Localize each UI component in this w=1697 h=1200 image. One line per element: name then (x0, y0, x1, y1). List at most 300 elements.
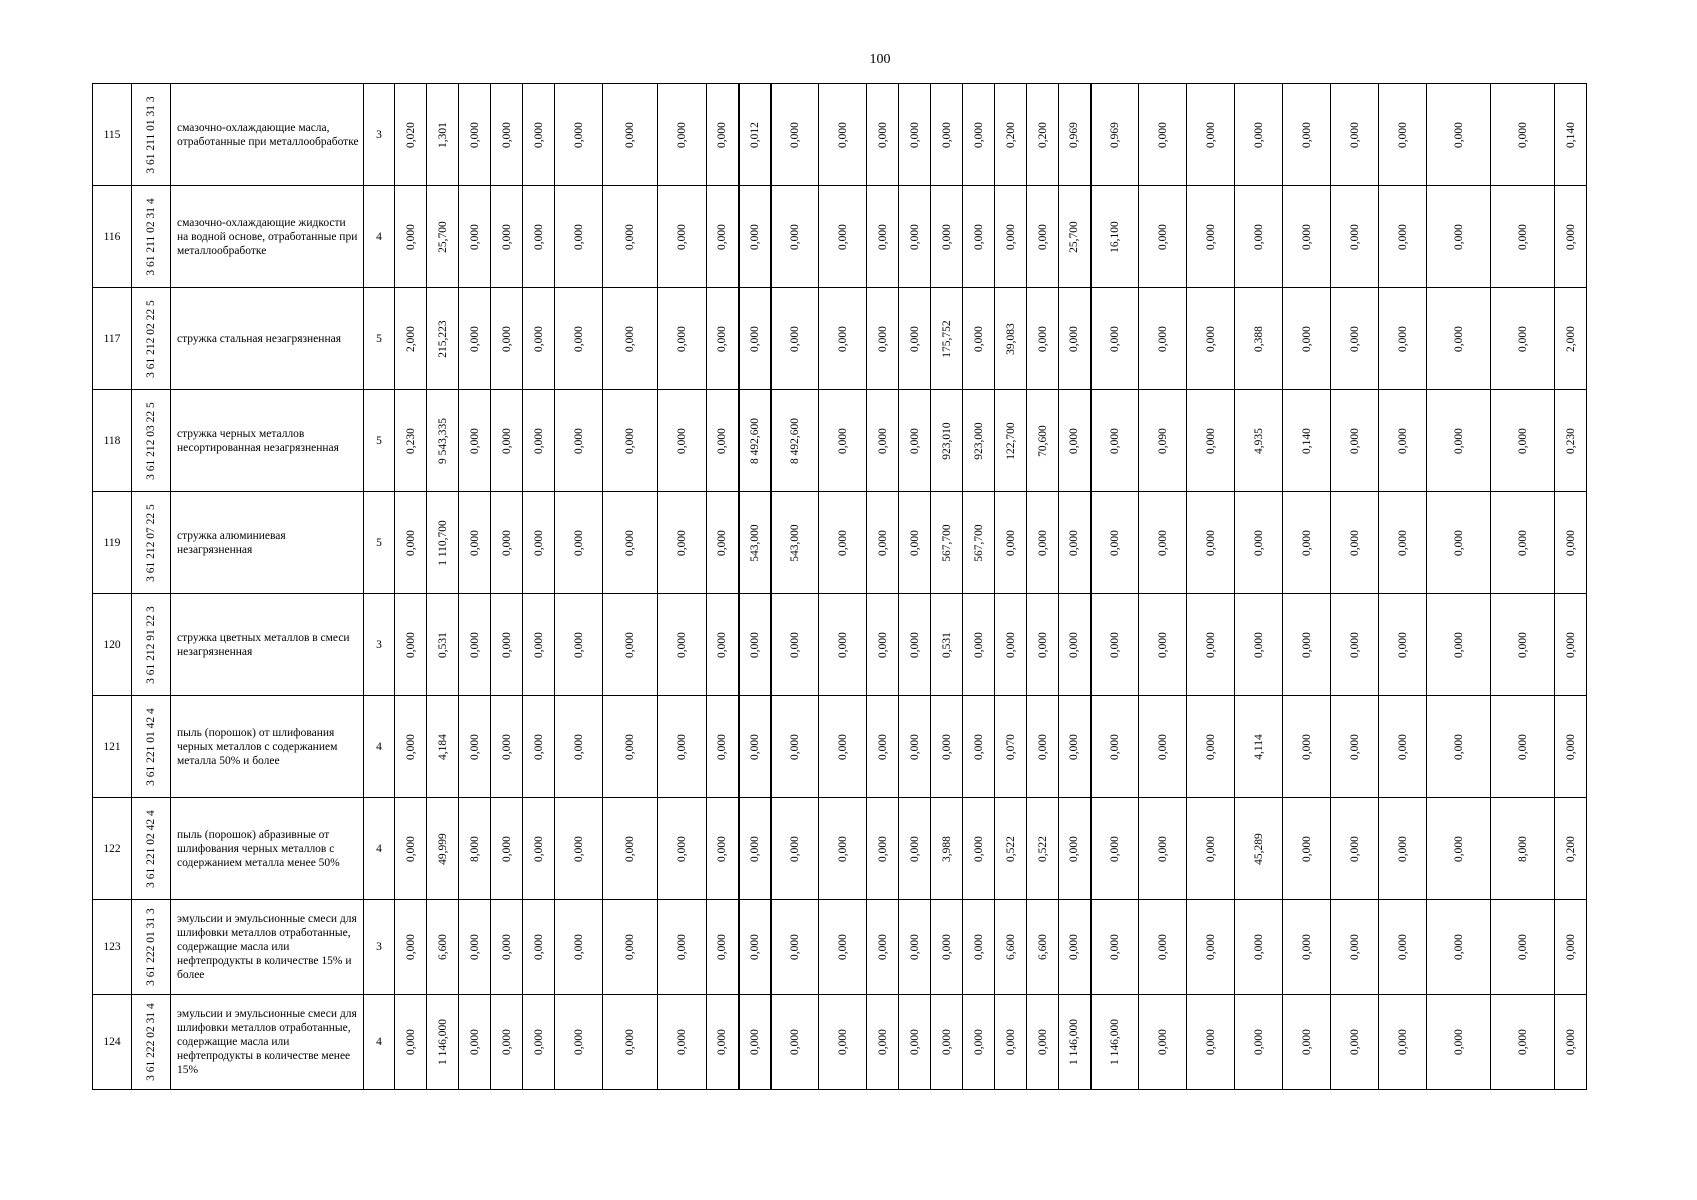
value-cell (771, 390, 819, 492)
value-text: 0,000 (1516, 121, 1529, 148)
value-text: 0,000 (972, 835, 985, 862)
waste-name: эмульсии и эмульсионные смеси для шлифовки металлов отработанные, содержащие масла или нефтепродукты в количестве менее 15% (171, 995, 364, 1090)
value-text: 0,000 (676, 934, 688, 960)
waste-code-cell (132, 900, 171, 995)
waste-name: смазочно-охлаждающие масла, отработанные при металлообработке (171, 84, 364, 186)
value-text: 16,100 (1108, 220, 1121, 253)
value-text: 0,090 (1156, 427, 1169, 454)
value-text: 0,000 (676, 835, 688, 862)
value-text: 0,522 (1036, 835, 1049, 862)
value-text: 0,000 (1252, 121, 1265, 148)
waste-code-cell (132, 390, 171, 492)
row-number: 122 (93, 798, 132, 900)
value-cell (603, 594, 658, 696)
value-text: 0,000 (908, 223, 921, 250)
value-text: 0,000 (624, 529, 636, 556)
value-text: 0,000 (1300, 325, 1313, 352)
value-text: 0,000 (972, 325, 985, 352)
hazard-class: 5 (364, 390, 395, 492)
value-text: 0,000 (572, 427, 585, 454)
value-text: 0,000 (1348, 325, 1361, 352)
value-text: 0,000 (908, 325, 921, 352)
value-cell (771, 995, 819, 1090)
value-cell (459, 390, 491, 492)
value-cell (867, 995, 899, 1090)
value-text: 0,000 (500, 1029, 513, 1055)
value-text: 0,000 (1564, 1029, 1577, 1055)
value-text: 0,000 (836, 1029, 849, 1055)
value-cell (1187, 696, 1235, 798)
value-text: 923,000 (972, 421, 985, 460)
value-text: 0,000 (1396, 1029, 1409, 1055)
value-cell (1379, 995, 1427, 1090)
value-text: 0,000 (1348, 1029, 1361, 1055)
waste-code: 3 61 212 07 22 5 (145, 503, 157, 582)
value-text: 0,000 (1252, 631, 1265, 658)
value-cell (658, 900, 707, 995)
value-text: 0,000 (1452, 1029, 1465, 1055)
hazard-class: 4 (364, 696, 395, 798)
value-text: 0,000 (1068, 835, 1081, 862)
value-cell (459, 492, 491, 594)
value-text: 0,000 (468, 223, 481, 250)
waste-code-cell (132, 186, 171, 288)
value-cell (459, 798, 491, 900)
value-text: 0,000 (1036, 529, 1049, 556)
value-cell (427, 798, 459, 900)
table-row (93, 288, 1587, 390)
value-text: 567,700 (972, 523, 985, 562)
value-text: 0,000 (940, 733, 953, 760)
value-cell (658, 594, 707, 696)
value-cell (1491, 186, 1555, 288)
value-text: 0,000 (1204, 223, 1217, 250)
value-cell (1491, 798, 1555, 900)
value-text: 0,000 (676, 121, 688, 148)
value-text: 0,000 (716, 631, 729, 658)
value-text: 0,000 (836, 835, 849, 862)
value-cell (707, 186, 739, 288)
value-text: 0,000 (532, 529, 545, 556)
value-text: 0,000 (1516, 733, 1529, 760)
value-text: 0,000 (1036, 325, 1049, 352)
value-text: 0,000 (1396, 121, 1409, 148)
value-cell (491, 995, 523, 1090)
value-text: 0,000 (1516, 631, 1529, 658)
value-text: 0,000 (1204, 1029, 1217, 1055)
value-text: 0,000 (1300, 835, 1313, 862)
value-text: 0,000 (1204, 733, 1217, 760)
value-cell (491, 696, 523, 798)
value-text: 0,000 (1068, 934, 1081, 960)
value-cell (427, 492, 459, 594)
value-text: 0,531 (940, 631, 953, 658)
value-text: 0,000 (404, 835, 417, 862)
value-text: 0,000 (1452, 223, 1465, 250)
value-cell (739, 492, 771, 594)
value-text: 39,083 (1004, 322, 1017, 355)
value-text: 45,289 (1252, 832, 1265, 865)
value-text: 0,000 (876, 223, 889, 250)
hazard-class: 3 (364, 84, 395, 186)
value-text: 0,531 (436, 631, 449, 658)
value-cell (1283, 995, 1331, 1090)
waste-code-cell (132, 798, 171, 900)
value-cell (931, 492, 963, 594)
value-text: 0,000 (1396, 631, 1409, 658)
value-cell (1091, 288, 1139, 390)
hazard-class: 4 (364, 186, 395, 288)
value-cell (1427, 594, 1491, 696)
value-cell (1331, 492, 1379, 594)
value-cell (931, 288, 963, 390)
value-cell (1427, 995, 1491, 1090)
value-text: 0,000 (788, 325, 801, 352)
value-cell (1187, 798, 1235, 900)
value-cell (1027, 492, 1059, 594)
value-text: 0,000 (788, 835, 801, 862)
value-cell (995, 84, 1027, 186)
value-cell (603, 900, 658, 995)
value-cell (1187, 84, 1235, 186)
value-cell (1555, 900, 1587, 995)
value-cell (555, 84, 603, 186)
value-cell (771, 798, 819, 900)
value-cell (931, 594, 963, 696)
value-text: 0,000 (1564, 934, 1577, 960)
value-cell (1027, 798, 1059, 900)
value-cell (555, 995, 603, 1090)
value-text: 0,000 (1252, 1029, 1265, 1055)
value-cell (555, 798, 603, 900)
value-cell (1091, 900, 1139, 995)
value-text: 175,752 (940, 319, 953, 358)
value-text: 0,000 (1204, 427, 1217, 454)
value-cell (707, 84, 739, 186)
waste-code: 3 61 222 01 31 3 (145, 908, 157, 986)
value-text: 0,000 (972, 733, 985, 760)
value-cell (1331, 84, 1379, 186)
value-cell (427, 390, 459, 492)
value-text: 0,000 (836, 223, 849, 250)
value-text: 0,000 (1452, 121, 1465, 148)
value-cell (1187, 492, 1235, 594)
value-cell (491, 186, 523, 288)
value-text: 0,000 (1108, 427, 1121, 454)
value-text: 0,000 (624, 427, 636, 454)
value-cell (995, 288, 1027, 390)
value-cell (395, 288, 427, 390)
value-cell (459, 84, 491, 186)
value-cell (899, 84, 931, 186)
value-cell (1235, 995, 1283, 1090)
value-text: 0,000 (788, 1029, 801, 1055)
value-text: 0,000 (468, 121, 481, 148)
value-text: 0,000 (1204, 631, 1217, 658)
value-text: 0,000 (1156, 529, 1169, 556)
value-cell (603, 186, 658, 288)
value-text: 0,000 (716, 835, 729, 862)
value-text: 0,000 (1156, 121, 1169, 148)
value-cell (995, 995, 1027, 1090)
value-text: 0,020 (404, 121, 417, 148)
value-cell (1379, 696, 1427, 798)
value-text: 0,000 (468, 934, 481, 960)
value-text: 0,000 (532, 934, 545, 960)
value-cell (995, 492, 1027, 594)
value-text: 0,000 (1300, 223, 1313, 250)
value-cell (1491, 696, 1555, 798)
value-cell (1491, 995, 1555, 1090)
value-cell (1283, 798, 1331, 900)
value-cell (459, 288, 491, 390)
value-cell (523, 900, 555, 995)
value-text: 0,000 (1036, 631, 1049, 658)
value-cell (523, 288, 555, 390)
value-cell (931, 696, 963, 798)
value-cell (603, 995, 658, 1090)
table-row (93, 84, 1587, 186)
value-cell (427, 288, 459, 390)
value-cell (1027, 390, 1059, 492)
value-cell (1091, 84, 1139, 186)
value-cell (1555, 84, 1587, 186)
value-cell (523, 390, 555, 492)
value-cell (1059, 798, 1091, 900)
value-cell (491, 798, 523, 900)
value-text: 0,000 (1204, 934, 1217, 960)
value-cell (555, 186, 603, 288)
value-text: 0,000 (716, 325, 729, 352)
value-text: 0,000 (676, 631, 688, 658)
value-cell (658, 492, 707, 594)
value-cell (555, 696, 603, 798)
value-text: 0,000 (500, 427, 513, 454)
value-text: 0,000 (1396, 733, 1409, 760)
table-row (93, 390, 1587, 492)
value-text: 0,000 (716, 121, 729, 148)
value-text: 0,000 (972, 631, 985, 658)
hazard-class: 3 (364, 900, 395, 995)
value-cell (1187, 594, 1235, 696)
value-text: 0,230 (1564, 427, 1577, 454)
waste-code: 3 61 211 02 31 4 (145, 197, 157, 276)
value-cell (1331, 995, 1379, 1090)
value-cell (555, 594, 603, 696)
row-number: 120 (93, 594, 132, 696)
value-cell (771, 594, 819, 696)
value-text: 0,522 (1004, 835, 1017, 862)
value-cell (899, 288, 931, 390)
value-text: 0,000 (468, 733, 481, 760)
value-cell (739, 995, 771, 1090)
value-text: 0,969 (1068, 121, 1081, 148)
value-text: 0,000 (1068, 529, 1081, 556)
value-cell (603, 696, 658, 798)
value-text: 0,000 (836, 733, 849, 760)
value-text: 0,200 (1564, 835, 1577, 862)
value-cell (1059, 594, 1091, 696)
value-cell (1027, 186, 1059, 288)
value-text: 0,000 (572, 835, 585, 862)
value-cell (1187, 390, 1235, 492)
value-cell (739, 594, 771, 696)
value-cell (739, 696, 771, 798)
value-cell (1139, 288, 1187, 390)
value-cell (427, 995, 459, 1090)
value-text: 0,000 (1156, 835, 1169, 862)
value-text: 70,600 (1036, 424, 1049, 457)
value-text: 0,000 (836, 121, 849, 148)
value-cell (899, 995, 931, 1090)
value-cell (427, 696, 459, 798)
value-cell (995, 798, 1027, 900)
waste-code: 3 61 222 02 31 4 (145, 1003, 157, 1081)
value-cell (523, 84, 555, 186)
value-text: 0,000 (716, 1029, 729, 1055)
value-cell (1491, 900, 1555, 995)
value-text: 0,000 (908, 835, 921, 862)
value-cell (1187, 288, 1235, 390)
value-text: 0,000 (748, 934, 761, 960)
waste-name: стружка цветных металлов в смеси незагрязненная (171, 594, 364, 696)
value-text: 0,000 (1300, 934, 1313, 960)
value-text: 0,000 (1156, 325, 1169, 352)
value-cell (1331, 798, 1379, 900)
value-text: 0,000 (1108, 835, 1121, 862)
value-cell (867, 390, 899, 492)
value-text: 0,070 (1004, 733, 1017, 760)
table-row (93, 900, 1587, 995)
value-cell (867, 84, 899, 186)
value-cell (1235, 492, 1283, 594)
value-text: 0,000 (836, 631, 849, 658)
value-cell (523, 186, 555, 288)
value-cell (739, 288, 771, 390)
value-text: 0,000 (500, 223, 513, 250)
value-text: 0,140 (1564, 121, 1577, 148)
value-text: 0,000 (676, 223, 688, 250)
value-text: 0,000 (1564, 733, 1577, 760)
value-text: 0,000 (468, 529, 481, 556)
value-text: 0,000 (748, 1029, 761, 1055)
value-cell (707, 288, 739, 390)
value-cell (931, 84, 963, 186)
value-text: 0,000 (1156, 733, 1169, 760)
value-cell (1059, 288, 1091, 390)
value-text: 0,000 (1396, 325, 1409, 352)
value-cell (523, 594, 555, 696)
value-text: 0,000 (1516, 223, 1529, 250)
value-text: 0,000 (404, 223, 417, 250)
value-text: 0,000 (748, 733, 761, 760)
row-number: 116 (93, 186, 132, 288)
value-text: 0,000 (1348, 934, 1361, 960)
value-cell (771, 84, 819, 186)
value-text: 0,000 (1300, 733, 1313, 760)
value-text: 25,700 (436, 220, 449, 253)
value-text: 0,000 (572, 733, 585, 760)
value-cell (658, 696, 707, 798)
table-row (93, 696, 1587, 798)
value-text: 0,000 (908, 733, 921, 760)
value-text: 0,000 (1156, 631, 1169, 658)
value-cell (427, 186, 459, 288)
value-cell (603, 84, 658, 186)
value-cell (963, 594, 995, 696)
value-text: 0,000 (624, 934, 636, 960)
value-text: 0,000 (940, 223, 953, 250)
value-cell (739, 900, 771, 995)
value-cell (931, 186, 963, 288)
value-cell (1379, 594, 1427, 696)
value-text: 0,000 (1036, 1029, 1049, 1055)
value-cell (995, 594, 1027, 696)
waste-name: стружка черных металлов несортированная незагрязненная (171, 390, 364, 492)
value-text: 0,000 (972, 223, 985, 250)
value-cell (1283, 696, 1331, 798)
value-text: 0,000 (876, 835, 889, 862)
row-number: 117 (93, 288, 132, 390)
value-text: 0,000 (1348, 835, 1361, 862)
row-number: 118 (93, 390, 132, 492)
value-text: 0,000 (532, 325, 545, 352)
value-cell (491, 492, 523, 594)
value-text: 0,000 (1564, 529, 1577, 556)
value-cell (1235, 186, 1283, 288)
value-cell (1235, 696, 1283, 798)
value-text: 2,000 (1564, 325, 1577, 352)
value-text: 0,000 (1396, 223, 1409, 250)
value-cell (771, 186, 819, 288)
value-text: 0,000 (676, 427, 688, 454)
row-number: 115 (93, 84, 132, 186)
value-text: 0,000 (1348, 631, 1361, 658)
value-text: 0,000 (1004, 1029, 1017, 1055)
value-cell (707, 696, 739, 798)
value-cell (819, 696, 867, 798)
value-cell (707, 390, 739, 492)
value-text: 0,000 (500, 529, 513, 556)
value-text: 0,000 (1452, 529, 1465, 556)
value-text: 0,000 (532, 835, 545, 862)
value-cell (1491, 390, 1555, 492)
value-text: 0,000 (572, 934, 585, 960)
value-cell (427, 900, 459, 995)
value-text: 0,000 (624, 223, 636, 250)
value-text: 0,000 (788, 934, 801, 960)
value-text: 0,000 (676, 529, 688, 556)
value-cell (819, 186, 867, 288)
value-cell (739, 798, 771, 900)
value-cell (707, 594, 739, 696)
value-text: 6,600 (1036, 934, 1049, 960)
value-cell (1235, 798, 1283, 900)
value-text: 0,000 (1396, 835, 1409, 862)
waste-code-cell (132, 288, 171, 390)
value-text: 0,000 (1108, 934, 1121, 960)
value-cell (1555, 390, 1587, 492)
value-text: 0,000 (748, 325, 761, 352)
value-text: 0,000 (1348, 223, 1361, 250)
value-text: 0,000 (624, 835, 636, 862)
value-cell (523, 798, 555, 900)
value-text: 0,000 (404, 529, 417, 556)
value-text: 0,000 (876, 733, 889, 760)
value-cell (523, 995, 555, 1090)
value-text: 0,000 (1452, 631, 1465, 658)
value-cell (1027, 995, 1059, 1090)
